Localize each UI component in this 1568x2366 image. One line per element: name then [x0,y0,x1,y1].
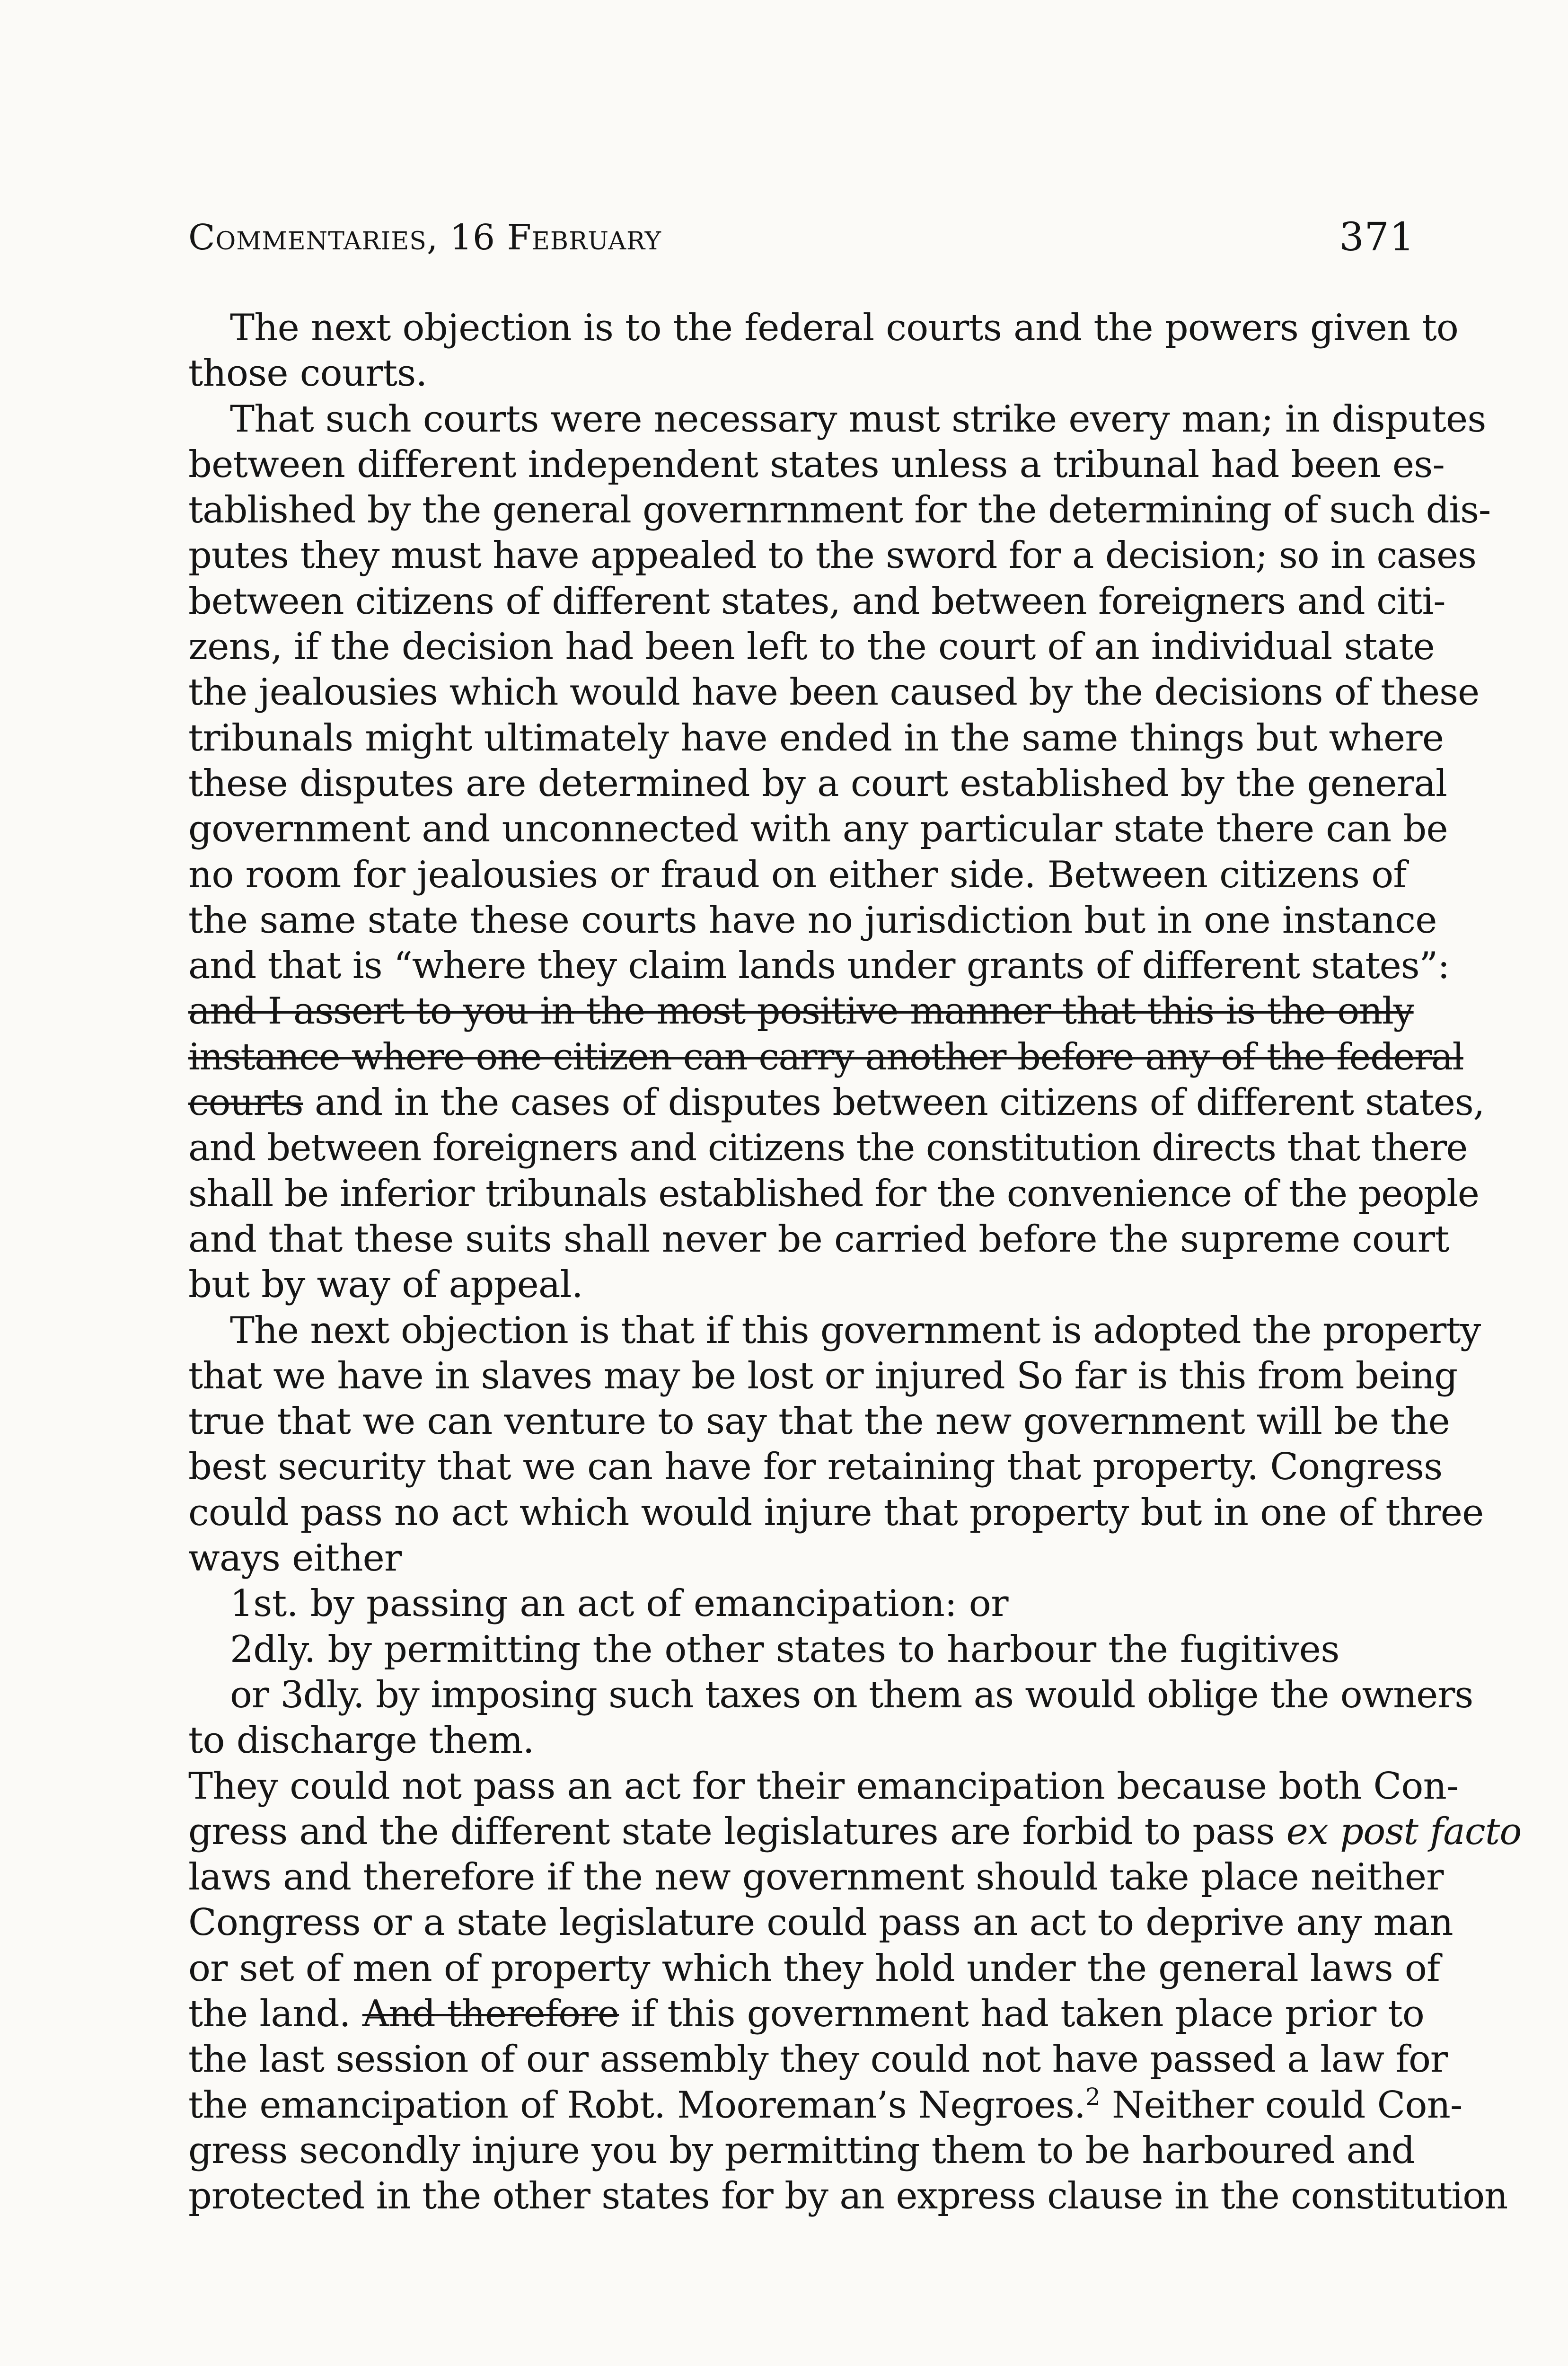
footnote-reference[interactable]: 2 [1085,2083,1101,2110]
text-line: these disputes are determined by a court established by the general [188,762,1447,805]
text-line [188,1991,1425,2037]
text-line [188,1080,1485,1125]
italic-text-fragment: ex post facto [1286,1810,1522,1853]
text-line: and between foreigners and citizens the constitution directs that there [188,1127,1467,1170]
text-fragment: Neither could Con- [1100,2083,1462,2127]
text-line: best security that we can have for retaining that property. Congress [188,1446,1443,1489]
text-line: between citizens of different states, and between foreigners and citi- [188,580,1445,623]
text-fragment: gress and the different state legislatures are forbid to pass [188,1810,1286,1853]
body-text [188,305,1522,2219]
text-line: that we have in slaves may be lost or injured So far is this from being [188,1354,1457,1397]
text-line: between different independent states unless a tribunal had been es- [188,443,1445,486]
text-line: They could not pass an act for their emancipation because both Con- [188,1765,1459,1808]
text-line: putes they must have appealed to the sword for a decision; so in cases [188,534,1476,577]
text-line: ways either [188,1537,402,1580]
text-line: gress secondly injure you by permitting them to be harboured and [188,2129,1415,2172]
list-item: 2dly. by permitting the other states to harbour the fugitives [230,1628,1339,1671]
text-line: government and unconnected with any particular state there can be [188,808,1448,851]
page-number: 371 [1339,215,1415,260]
text-line: those courts. [188,352,427,395]
text-line: but by way of appeal. [188,1263,583,1307]
text-line: tablished by the general governrnment for the determining of such dis- [188,489,1491,532]
text-line: The next objection is to the federal courts and the powers given to [230,307,1459,349]
text-line: The next objection is that if this government is adopted the property [230,1309,1481,1352]
text-line [188,2083,1462,2128]
text-line: tribunals might ultimately have ended in the same things but where [188,716,1444,759]
text-line: no room for jealousies or fraud on either side. Between citizens of [188,853,1407,896]
struck-text-line: instance where one citizen can carry another before any of the federal [188,1035,1463,1078]
text-line: shall be inferior tribunals established for the convenience of the people [188,1172,1479,1215]
list-item: 1st. by passing an act of emancipation: or [230,1582,1009,1625]
text-fragment: the emancipation of Robt. Mooreman’s Negroes. [188,2083,1086,2127]
struck-text-fragment: courts [188,1081,303,1124]
text-line: the same state these courts have no jurisdiction but in one instance [188,899,1437,942]
text-line: That such courts were necessary must strike every man; in disputes [230,397,1486,441]
text-line [188,1809,1522,1854]
text-line: protected in the other states for by an express clause in the constitution [188,2175,1508,2218]
running-head: Commentaries, 16 February [188,217,661,258]
text-line: or set of men of property which they hold under the general laws of [188,1947,1440,1990]
text-line: true that we can venture to say that the new government will be the [188,1400,1450,1443]
text-line: could pass no act which would injure that property but in one of three [188,1491,1484,1534]
text-line: zens, if the decision had been left to the court of an individual state [188,626,1435,669]
struck-text-line: and I assert to you in the most positive manner that this is the only [188,990,1414,1033]
text-line: the jealousies which would have been caused by the decisions of these [188,671,1479,714]
page-header [188,214,1415,266]
text-line: Congress or a state legislature could pass an act to deprive any man [188,1901,1453,1944]
text-fragment: and in the cases of disputes between citizens of different states, [303,1081,1485,1124]
text-fragment: the land. [188,1992,362,2035]
text-line: the last session of our assembly they could not have passed a law for [188,2038,1447,2081]
struck-text-fragment: And therefore [362,1992,619,2035]
text-line: and that is “where they claim lands under grants of different states”: [188,945,1450,988]
list-item: or 3dly. by imposing such taxes on them as would oblige the owners [230,1673,1473,1716]
text-line: to discharge them. [188,1719,534,1762]
text-line: and that these suits shall never be carried before the supreme court [188,1218,1449,1261]
text-line: laws and therefore if the new government should take place neither [188,1856,1444,1899]
text-fragment: if this government had taken place prior to [619,1992,1425,2035]
